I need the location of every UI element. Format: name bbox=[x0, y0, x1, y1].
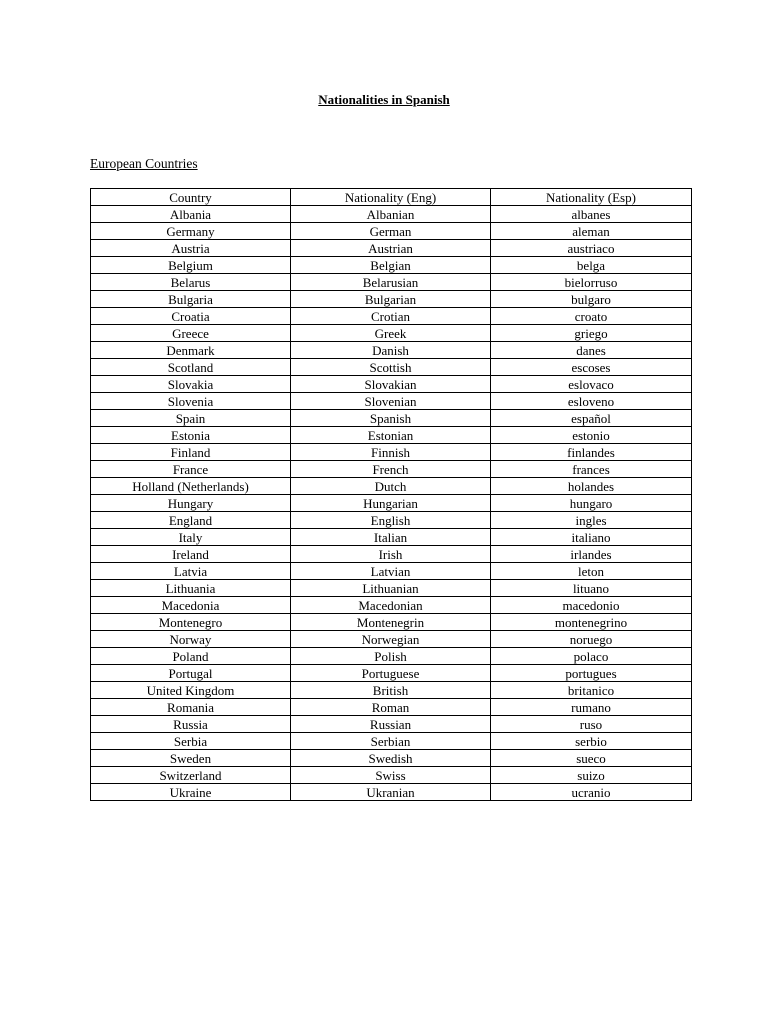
column-header-country: Country bbox=[91, 189, 291, 206]
nationality-eng-cell: Albanian bbox=[291, 206, 491, 223]
table-row bbox=[91, 410, 692, 427]
nationality-esp-cell: holandes bbox=[491, 478, 692, 495]
nationality-esp-cell: noruego bbox=[491, 631, 692, 648]
table-row bbox=[91, 478, 692, 495]
nationality-esp-cell: eslovaco bbox=[491, 376, 692, 393]
nationality-esp-cell: austriaco bbox=[491, 240, 692, 257]
nationality-esp-cell: hungaro bbox=[491, 495, 692, 512]
country-cell: Romania bbox=[91, 699, 291, 716]
table-row bbox=[91, 784, 692, 801]
country-cell: Russia bbox=[91, 716, 291, 733]
table-row bbox=[91, 257, 692, 274]
table-row bbox=[91, 274, 692, 291]
nationality-esp-cell: suizo bbox=[491, 767, 692, 784]
country-cell: Lithuania bbox=[91, 580, 291, 597]
nationality-esp-cell: bulgaro bbox=[491, 291, 692, 308]
table-row bbox=[91, 563, 692, 580]
nationality-eng-cell: Hungarian bbox=[291, 495, 491, 512]
nationality-eng-cell: German bbox=[291, 223, 491, 240]
nationality-eng-cell: Bulgarian bbox=[291, 291, 491, 308]
nationality-eng-cell: Belgian bbox=[291, 257, 491, 274]
table-row bbox=[91, 461, 692, 478]
country-cell: Slovenia bbox=[91, 393, 291, 410]
table-row bbox=[91, 206, 692, 223]
nationality-esp-cell: ruso bbox=[491, 716, 692, 733]
nationality-eng-cell: Greek bbox=[291, 325, 491, 342]
nationality-eng-cell: Danish bbox=[291, 342, 491, 359]
table-row bbox=[91, 614, 692, 631]
nationality-esp-cell: griego bbox=[491, 325, 692, 342]
nationality-eng-cell: Lithuanian bbox=[291, 580, 491, 597]
country-cell: Belgium bbox=[91, 257, 291, 274]
nationality-eng-cell: Swedish bbox=[291, 750, 491, 767]
nationality-esp-cell: ingles bbox=[491, 512, 692, 529]
country-cell: Switzerland bbox=[91, 767, 291, 784]
nationalities-table bbox=[90, 188, 692, 801]
table-row bbox=[91, 682, 692, 699]
document-title: Nationalities in Spanish bbox=[318, 92, 450, 107]
country-cell: Austria bbox=[91, 240, 291, 257]
nationality-esp-cell: leton bbox=[491, 563, 692, 580]
table-row bbox=[91, 648, 692, 665]
column-header-nationality-esp: Nationality (Esp) bbox=[491, 189, 692, 206]
table-row bbox=[91, 733, 692, 750]
table-row bbox=[91, 427, 692, 444]
nationality-esp-cell: finlandes bbox=[491, 444, 692, 461]
table-row bbox=[91, 342, 692, 359]
country-cell: Germany bbox=[91, 223, 291, 240]
nationality-eng-cell: Irish bbox=[291, 546, 491, 563]
column-header-nationality-eng: Nationality (Eng) bbox=[291, 189, 491, 206]
nationality-eng-cell: Slovakian bbox=[291, 376, 491, 393]
nationality-esp-cell: albanes bbox=[491, 206, 692, 223]
country-cell: Macedonia bbox=[91, 597, 291, 614]
nationality-eng-cell: Montenegrin bbox=[291, 614, 491, 631]
nationality-eng-cell: Slovenian bbox=[291, 393, 491, 410]
nationality-eng-cell: British bbox=[291, 682, 491, 699]
nationality-esp-cell: serbio bbox=[491, 733, 692, 750]
country-cell: Portugal bbox=[91, 665, 291, 682]
nationality-esp-cell: esloveno bbox=[491, 393, 692, 410]
table-row bbox=[91, 444, 692, 461]
nationality-esp-cell: montenegrino bbox=[491, 614, 692, 631]
country-cell: France bbox=[91, 461, 291, 478]
table-row bbox=[91, 580, 692, 597]
country-cell: Norway bbox=[91, 631, 291, 648]
nationality-esp-cell: frances bbox=[491, 461, 692, 478]
nationality-esp-cell: macedonio bbox=[491, 597, 692, 614]
country-cell: Italy bbox=[91, 529, 291, 546]
table-row bbox=[91, 223, 692, 240]
table-row bbox=[91, 325, 692, 342]
nationality-esp-cell: lituano bbox=[491, 580, 692, 597]
country-cell: Spain bbox=[91, 410, 291, 427]
table-row bbox=[91, 240, 692, 257]
country-cell: Ukraine bbox=[91, 784, 291, 801]
table-row bbox=[91, 376, 692, 393]
table-row bbox=[91, 359, 692, 376]
table-row bbox=[91, 495, 692, 512]
country-cell: Montenegro bbox=[91, 614, 291, 631]
country-cell: England bbox=[91, 512, 291, 529]
nationality-eng-cell: Estonian bbox=[291, 427, 491, 444]
country-cell: Belarus bbox=[91, 274, 291, 291]
table-row bbox=[91, 512, 692, 529]
country-cell: Croatia bbox=[91, 308, 291, 325]
nationality-esp-cell: belga bbox=[491, 257, 692, 274]
country-cell: Finland bbox=[91, 444, 291, 461]
nationality-eng-cell: Italian bbox=[291, 529, 491, 546]
table-row bbox=[91, 393, 692, 410]
country-cell: Poland bbox=[91, 648, 291, 665]
nationality-esp-cell: sueco bbox=[491, 750, 692, 767]
nationality-esp-cell: escoses bbox=[491, 359, 692, 376]
country-cell: Scotland bbox=[91, 359, 291, 376]
table-row bbox=[91, 716, 692, 733]
nationality-eng-cell: Spanish bbox=[291, 410, 491, 427]
country-cell: Ireland bbox=[91, 546, 291, 563]
table-body bbox=[91, 206, 692, 801]
nationality-esp-cell: danes bbox=[491, 342, 692, 359]
nationality-eng-cell: Roman bbox=[291, 699, 491, 716]
table-row bbox=[91, 699, 692, 716]
nationality-esp-cell: croato bbox=[491, 308, 692, 325]
nationality-eng-cell: Macedonian bbox=[291, 597, 491, 614]
table-row bbox=[91, 546, 692, 563]
country-cell: Bulgaria bbox=[91, 291, 291, 308]
nationality-esp-cell: estonio bbox=[491, 427, 692, 444]
country-cell: Greece bbox=[91, 325, 291, 342]
table-row bbox=[91, 767, 692, 784]
nationality-eng-cell: Belarusian bbox=[291, 274, 491, 291]
nationality-eng-cell: Dutch bbox=[291, 478, 491, 495]
nationality-eng-cell: Swiss bbox=[291, 767, 491, 784]
table-row bbox=[91, 597, 692, 614]
table-row bbox=[91, 529, 692, 546]
nationality-eng-cell: Portuguese bbox=[291, 665, 491, 682]
nationality-esp-cell: portugues bbox=[491, 665, 692, 682]
section-heading: European Countries bbox=[90, 156, 198, 171]
nationality-eng-cell: Finnish bbox=[291, 444, 491, 461]
table-row bbox=[91, 631, 692, 648]
table-row bbox=[91, 308, 692, 325]
country-cell: United Kingdom bbox=[91, 682, 291, 699]
country-cell: Serbia bbox=[91, 733, 291, 750]
table-row bbox=[91, 665, 692, 682]
nationality-eng-cell: Latvian bbox=[291, 563, 491, 580]
nationality-eng-cell: Ukranian bbox=[291, 784, 491, 801]
nationality-esp-cell: rumano bbox=[491, 699, 692, 716]
country-cell: Estonia bbox=[91, 427, 291, 444]
country-cell: Sweden bbox=[91, 750, 291, 767]
nationality-eng-cell: Austrian bbox=[291, 240, 491, 257]
nationality-eng-cell: Serbian bbox=[291, 733, 491, 750]
table-row bbox=[91, 750, 692, 767]
nationality-eng-cell: Norwegian bbox=[291, 631, 491, 648]
nationality-esp-cell: aleman bbox=[491, 223, 692, 240]
nationality-esp-cell: ucranio bbox=[491, 784, 692, 801]
nationality-eng-cell: English bbox=[291, 512, 491, 529]
nationality-eng-cell: French bbox=[291, 461, 491, 478]
nationality-esp-cell: britanico bbox=[491, 682, 692, 699]
country-cell: Albania bbox=[91, 206, 291, 223]
country-cell: Latvia bbox=[91, 563, 291, 580]
country-cell: Holland (Netherlands) bbox=[91, 478, 291, 495]
country-cell: Slovakia bbox=[91, 376, 291, 393]
nationality-eng-cell: Russian bbox=[291, 716, 491, 733]
nationality-eng-cell: Scottish bbox=[291, 359, 491, 376]
nationality-esp-cell: español bbox=[491, 410, 692, 427]
country-cell: Hungary bbox=[91, 495, 291, 512]
table-header-row bbox=[91, 189, 692, 206]
nationality-esp-cell: bielorruso bbox=[491, 274, 692, 291]
nationality-eng-cell: Crotian bbox=[291, 308, 491, 325]
nationality-esp-cell: italiano bbox=[491, 529, 692, 546]
table-row bbox=[91, 291, 692, 308]
nationality-eng-cell: Polish bbox=[291, 648, 491, 665]
nationality-esp-cell: irlandes bbox=[491, 546, 692, 563]
nationality-esp-cell: polaco bbox=[491, 648, 692, 665]
country-cell: Denmark bbox=[91, 342, 291, 359]
